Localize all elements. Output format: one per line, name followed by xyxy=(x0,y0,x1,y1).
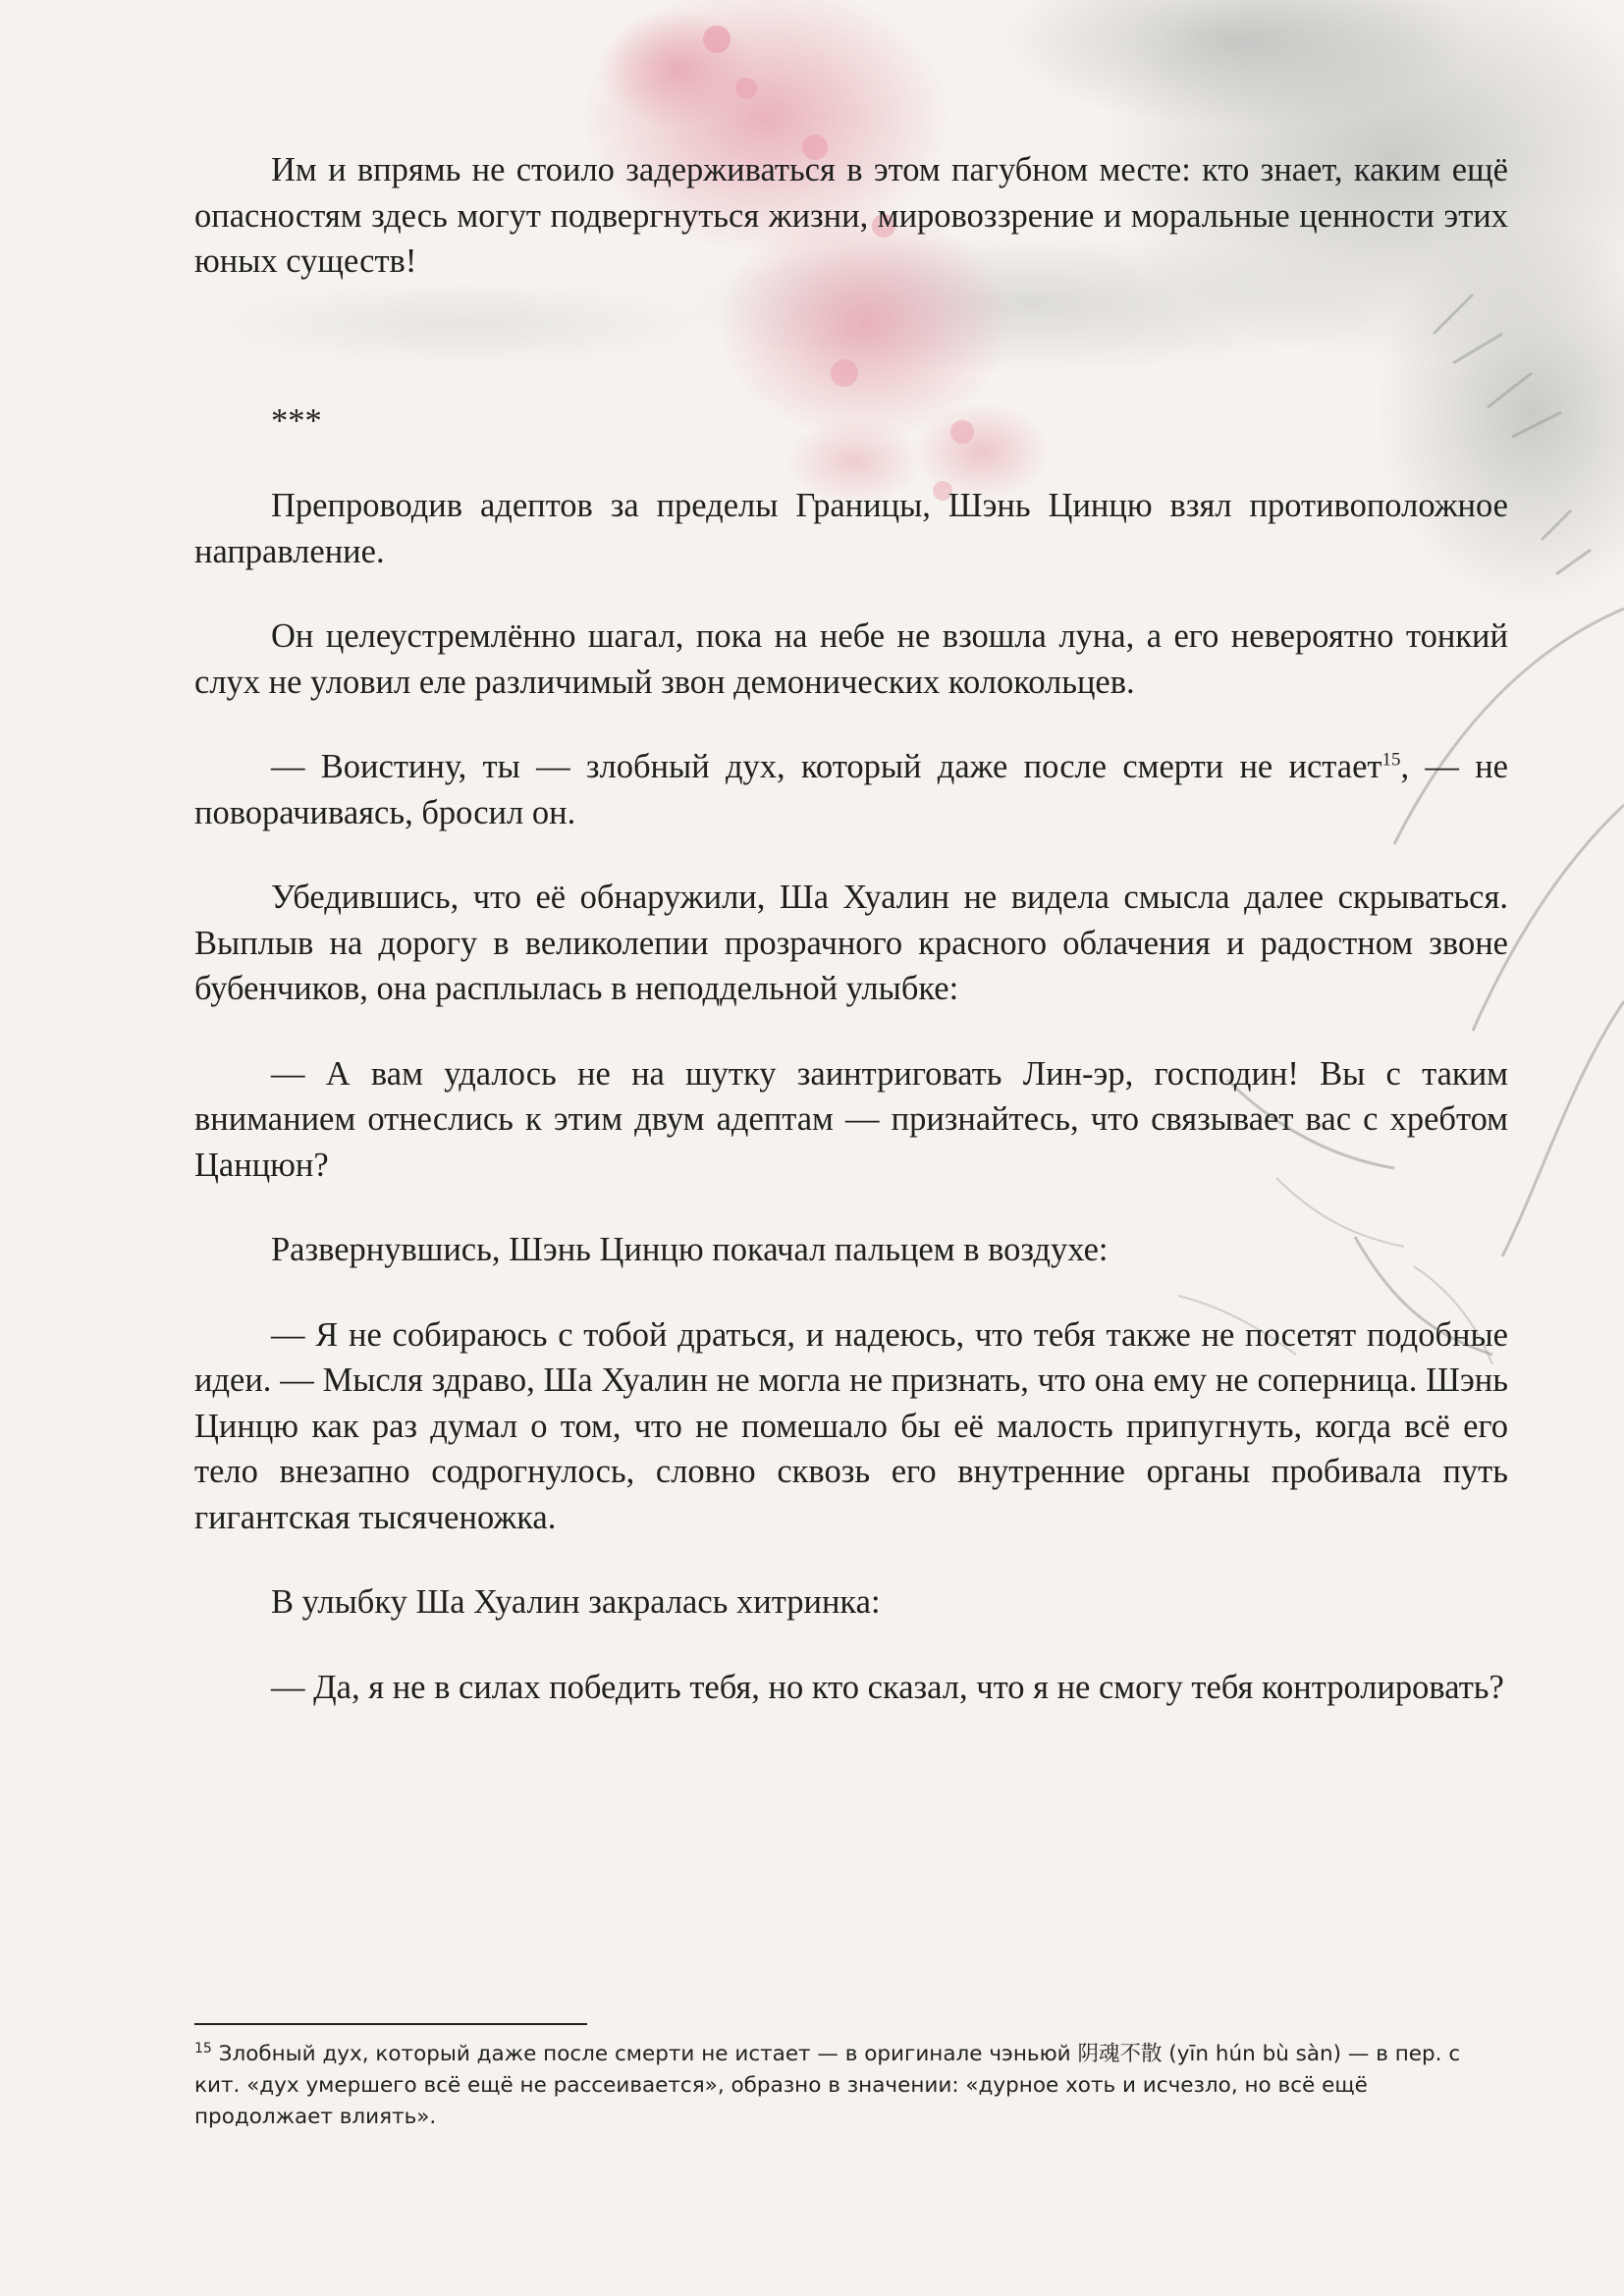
paragraph: Препроводив адептов за пределы Границы, Шэнь Цинцю взял противоположное направление. xyxy=(194,487,1508,570)
quote-text: — Воистину, ты — злобный дух, который даже после смерти не истает xyxy=(271,748,1382,785)
footnote-number: 15 xyxy=(194,2040,212,2056)
footnote-reference[interactable]: 15 xyxy=(1381,749,1401,771)
paragraph: — А вам удалось не на шутку заинтриговать Лин-эр, господин! Вы с таким вниманием отнеслись к этим двум адептам — признайтесь, что связывает вас с хребтом Цанцюн? xyxy=(194,1054,1508,1184)
scene-break: *** xyxy=(271,401,322,440)
footnote-text: Злобный дух, который даже после смерти не истает — в оригинале чэньюй 阴魂不散 (yīn hún bù sàn) — в пер. с кит. «дух умершего всё ещё не рассеивается», образно в значении: «дурное хоть и исчезло, но всё ещё продолжает влиять». xyxy=(194,2042,1461,2129)
paragraph: В улыбку Ша Хуалин закралась хитринка: xyxy=(271,1583,881,1621)
footnote-divider xyxy=(194,2023,587,2025)
paragraph: — Да, я не в силах победить тебя, но кто сказал, что я не смогу тебя контролировать? xyxy=(271,1668,1504,1706)
footnote xyxy=(194,2039,1508,2133)
paragraph: Развернувшись, Шэнь Цинцю покачал пальцем в воздухе: xyxy=(271,1231,1109,1268)
paragraph: Он целеустремлённо шагал, пока на небе не взошла луна, а его невероятно тонкий слух не уловил еле различимый звон демонических колокольцев. xyxy=(194,617,1508,701)
paragraph-with-footnote xyxy=(194,744,1508,835)
paragraph: — Я не собираюсь с тобой драться, и надеюсь, что тебя также не посетят подобные идеи. — Мысля здраво, Ша Хуалин не могла не признать, что она ему не соперница. Шэнь Цинцю как раз думал о том, что не помешало бы её малость припугнуть, когда всё его тело внезапно содрогнулось, словно сквозь его внутренние органы пробивала путь гигантская тысяченожка. xyxy=(194,1315,1508,1536)
page-body xyxy=(194,147,1508,1710)
paragraph: Убедившись, что её обнаружили, Ша Хуалин не видела смысла далее скрываться. Выплыв на дорогу в великолепии прозрачного красного облачения и радостном звоне бубенчиков, она расплылась в неподдельной улыбке: xyxy=(194,879,1508,1007)
paragraph: Им и впрямь не стоило задерживаться в этом пагубном месте: кто знает, каким ещё опасностям здесь могут подвергнуться жизни, мировоззрение и моральные ценности этих юных существ! xyxy=(194,151,1508,280)
quote-text-tail: , — не поворачиваясь, бросил он. xyxy=(194,748,1508,831)
